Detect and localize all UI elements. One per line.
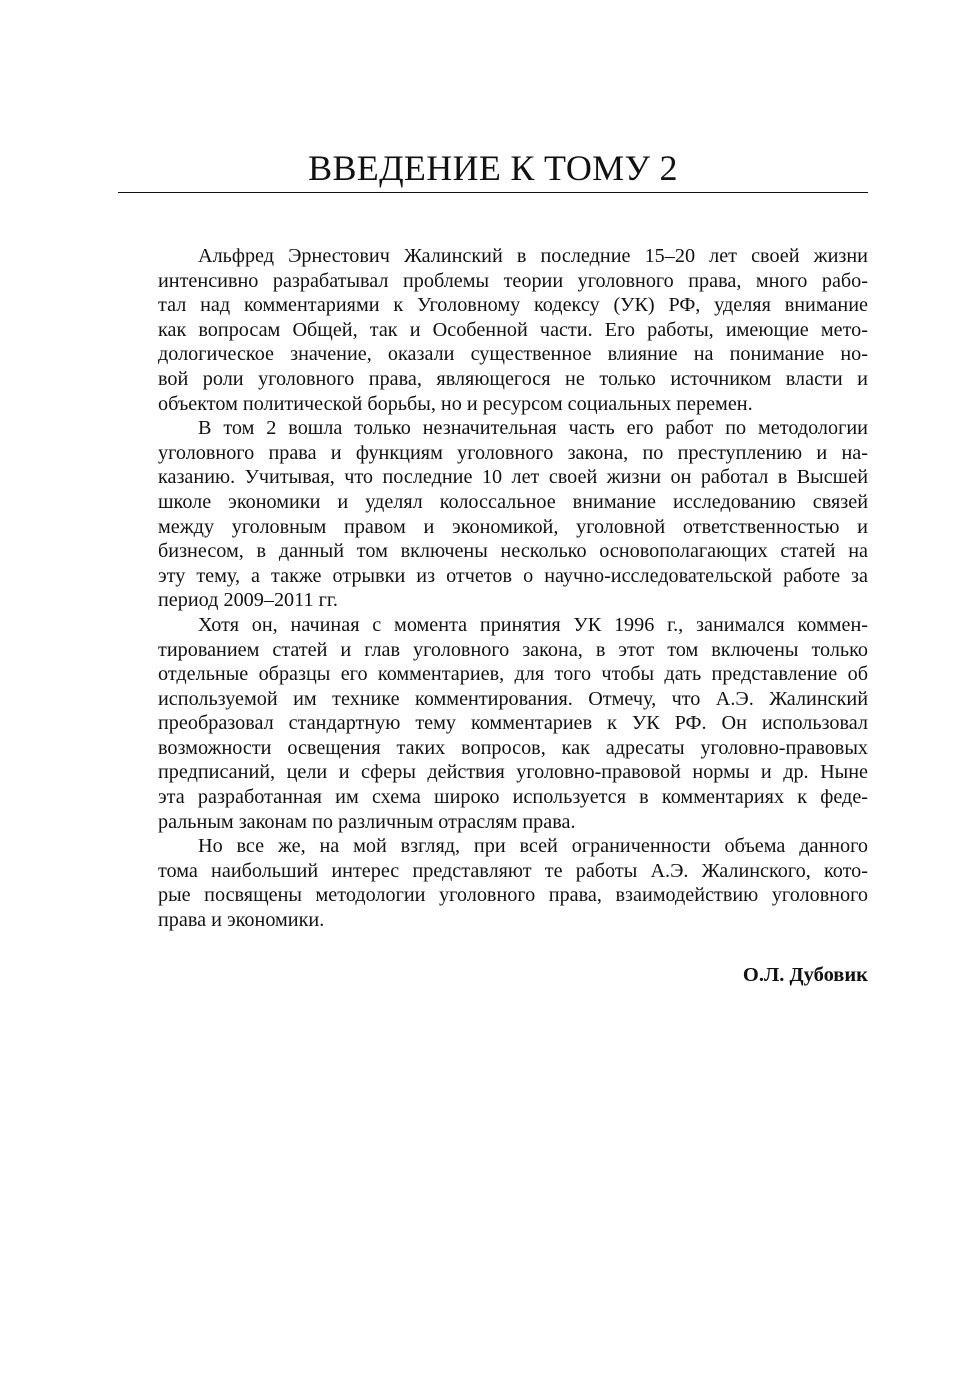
text-line: интенсивно разрабатывал проблемы теории уголовного права, много рабо- bbox=[158, 269, 868, 292]
text-line: отдельные образцы его комментариев, для того чтобы дать представление об bbox=[158, 663, 868, 686]
text-line: возможности освещения таких вопросов, как адресаты уголовно-правовых bbox=[158, 736, 868, 759]
text-line: Хотя он, начиная с момента принятия УК 1996 г., занимался коммен- bbox=[198, 613, 868, 636]
text-line: ральным законам по различным отраслям права. bbox=[158, 810, 576, 833]
text-line: права и экономики. bbox=[158, 909, 325, 932]
text-line: эта разработанная им схема широко используется в комментариях к феде- bbox=[158, 786, 868, 809]
text-line: объектом политической борьбы, но и ресурсом социальных перемен. bbox=[158, 392, 753, 415]
text-line: эту тему, а также отрывки из отчетов о научно-исследовательской работе за bbox=[158, 564, 868, 587]
text-line: как вопросам Общей, так и Особенной части. Его работы, имеющие мето- bbox=[158, 318, 868, 341]
text-line: дологическое значение, оказали существенное влияние на понимание но- bbox=[158, 343, 868, 366]
text-line: тированием статей и глав уголовного закона, в этот том включены только bbox=[158, 638, 868, 661]
text-line: преобразовал стандартную тему комментариев к УК РФ. Он использовал bbox=[158, 712, 868, 735]
text-line: бизнесом, в данный том включены несколько основополагающих статей на bbox=[158, 540, 868, 563]
text-line: рые посвящены методологии уголовного права, взаимодействию уголовного bbox=[158, 884, 868, 907]
page-title: ВВЕДЕНИЕ К ТОМУ 2 bbox=[308, 148, 678, 188]
text-line: период 2009–2011 гг. bbox=[158, 589, 338, 612]
text-line: казанию. Учитывая, что последние 10 лет своей жизни он работал в Высшей bbox=[158, 466, 868, 489]
text-line: В том 2 вошла только незначительная часть его работ по методологии bbox=[198, 417, 868, 440]
text-line: вой роли уголовного права, являющегося не только источником власти и bbox=[158, 367, 868, 390]
title-underline bbox=[118, 192, 868, 193]
text-line: Альфред Эрнестович Жалинский в последние 15–20 лет своей жизни bbox=[198, 245, 868, 267]
title-block bbox=[118, 148, 868, 193]
paragraph-3 bbox=[118, 613, 868, 834]
text-line: Но все же, на мой взгляд, при всей ограниченности объема данного bbox=[198, 835, 868, 858]
text-line: предписаний, цели и сферы действия уголовно-правовой нормы и др. Ныне bbox=[158, 761, 868, 784]
body-text bbox=[118, 244, 868, 933]
paragraph-1 bbox=[118, 244, 868, 416]
text-line: уголовного права и функциям уголовного закона, по преступлению и на- bbox=[158, 441, 868, 464]
author-signature: О.Л. Дубовик bbox=[742, 964, 868, 986]
paragraph-2 bbox=[118, 416, 868, 613]
paragraph-4 bbox=[118, 834, 868, 932]
text-line: между уголовным правом и экономикой, уголовной ответственностью и bbox=[158, 515, 868, 538]
text-line: тал над комментариями к Уголовному кодексу (УК) РФ, уделяя внимание bbox=[158, 294, 868, 317]
text-line: школе экономики и уделял колоссальное внимание исследованию связей bbox=[158, 490, 868, 513]
text-line: тома наибольший интерес представляют те работы А.Э. Жалинского, кото- bbox=[158, 859, 868, 882]
text-line: используемой им технике комментирования. Отмечу, что А.Э. Жалинский bbox=[158, 687, 868, 710]
